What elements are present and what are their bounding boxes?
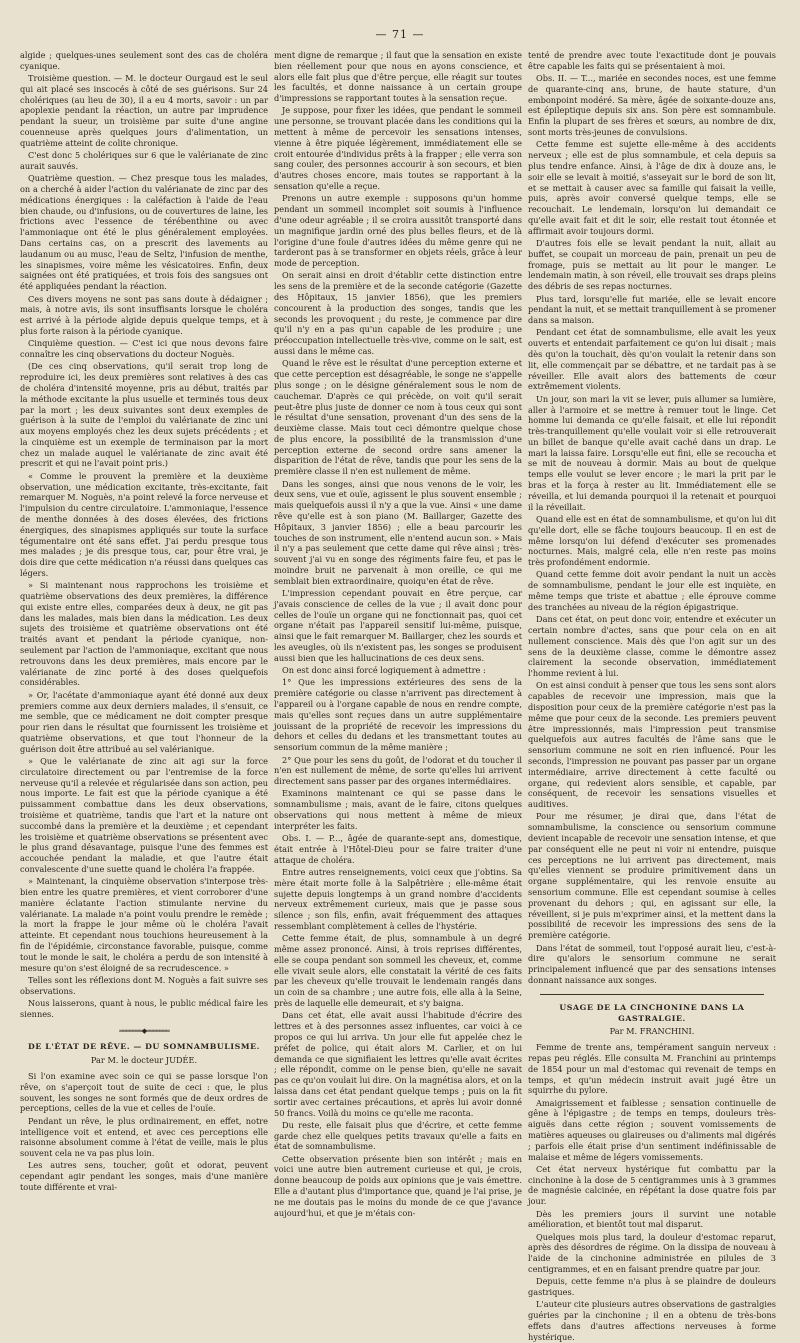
paragraph: Femme de trente ans, tempérament sanguin nerveux : repas peu réglés. Elle consulta M. Franchini au printemps de 1854 pour un mal d'estomac qui revenait de temps en temps, et qu'un médecin instruit avait jugé être un squirrhe du pylore. [528, 1042, 776, 1096]
column-3 [528, 50, 776, 1342]
paragraph: » Maintenant, la cinquième observation s'interpose très-bien entre les quatre premières, et vient corroborer d'une manière éclatante l'action stimulante nervine du valérianate. La malade n'a point voulu prendre le remède ; la mort la frappe le jour même où le choléra l'avait atteinte. Et cependant nous touchions heureusement à la fin de l'épidémie, circonstance favorable, puisque, comme tout le monde le sait, le choléra a perdu de son intensité à mesure qu'on s'est éloigné de sa recrudescence. » [20, 876, 268, 973]
paragraph: Cinquième question. — C'est ici que nous devons faire connaître les cinq observations du docteur Noguès. [20, 338, 268, 360]
paragraph: Un jour, son mari la vit se lever, puis allumer sa lumière, aller à l'armoire et se mettre à remuer tout le linge. Cet homme lui demanda ce qu'elle faisait, et elle lui répondit très-tranquillement qu'elle voulait voir si elle retrouverait un billet de banque qu'elle avait caché dans un drap. Le mari la laissa faire. Lorsqu'elle eut fini, elle se recoucha et se mit de nouveau à dormir. Mais au bout de quelque temps elle voulut se lever encore ; le mari la prit par le bras et la força à rester au lit. Immédiatement elle se réveilla, et lui demanda pourquoi il la retenait et pourquoi il la réveillait. [528, 393, 776, 512]
paragraph: Quatrième question. — Chez presque tous les malades, on a cherché à aider l'action du valérianate de zinc par des médications énergiques : la caléfaction à l'aide de l'eau bien chaude, ou d'infusions, ou de couvertures de laine, les frictions avec l'essence de térébenthine ou avec l'ammoniaque ont été le plus généralement employées. Dans certains cas, on a prescrit des lavements au laudanum ou au musc, l'eau de Seltz, l'infusion de menthe, les sinapismes, voire même les vésicatoires. Enfin, deux saignées ont été pratiquées, et trois fois des sangsues ont été appliquées pendant la réaction. [20, 173, 268, 292]
paragraph: Amaigrissement et faiblesse ; sensation continuelle de gêne à l'épigastre ; de temps en temps, douleurs très-aiguës dans cette région ; souvent vomissements de matières aqueuses ou glaireuses ou d'aliments mal digérés ; parfois elle était prise d'un sentiment indéfinissable de malaise et même de légers vomissements. [528, 1097, 776, 1162]
paragraph: » Or, l'acétate d'ammoniaque ayant été donné aux deux premiers comme aux deux derniers malades, il s'ensuit, ce me semble, que ce médicament ne doit compter presque pour rien dans le résultat que fournissent les troisième et quatrième observations, et que tout l'honneur de la guérison doit être attribué au sel valérianique. [20, 689, 268, 754]
paragraph: Pour me résumer, je dirai que, dans l'état de somnambulisme, la conscience ou sensorium commune devient incapable de recevoir une sensation intense, et que par conséquent elle ne peut ni voir ni entendre, puisque ces perceptions ne lui arrivent pas directement, mais qu'elles viennent se produire primitivement dans un organe supplémentaire, qui les renvoie ensuite au sensorium commune. Elle est cependant soumise à celles provenant du dehors ; qui, en agissant sur elle, la réveillent, si je puis m'exprimer ainsi, et la mettent dans la possibilité de recevoir les impressions des sens de la première catégorie. [528, 811, 776, 941]
paragraph: Cette femme est sujette elle-même à des accidents nerveux ; elle est de plus somnambule, et cela depuis sa plus tendre enfance. Ainsi, à l'âge de dix à douze ans, le soir elle se levait à moitié, s'asseyait sur le bord de son lit, et se mettait à causer avec sa famille qui faisait la veille, puis, après avoir conversé quelque temps, elle se recouchait. Le lendemain, lorsqu'on lui demandait ce qu'elle avait fait et dit le soir, elle restait tout étonnée et affirmait avoir toujours dormi. [528, 139, 776, 236]
paragraph: Plus tard, lorsqu'elle fut mariée, elle se levait encore pendant la nuit, et se mettait tranquillement à se promener dans sa maison. [528, 293, 776, 326]
separator-ornament: ═══════◆═══════ [119, 1026, 169, 1035]
paragraph: Ces divers moyens ne sont pas sans doute à dédaigner ; mais, à notre avis, ils sont insuffisants lorsque le choléra est arrivé à la période algide depuis quelque temps, et à plus forte raison à la période cyanique. [20, 293, 268, 336]
paragraph: Dans les songes, ainsi que nous venons de le voir, les deux sens, vue et ouïe, agissent le plus souvent ensemble ; mais quelquefois aussi il n'y a que la vue. Ainsi « une dame rêve qu'elle est à son piano (M. Baillarger, Gazette des Hôpitaux, 3 janvier 1856) ; elle a beau parcourir les touches de son instrument, elle n'entend aucun son. » Mais il n'y a pas seulement que cette dame qui rêve ainsi ; très-souvent j'ai vu en songe des régiments faire feu, et pas le moindre bruit ne parvenait à mon oreille, ce qui me semblait bien extraordinaire, quoiqu'en état de rêve. [274, 478, 522, 586]
paragraph: Quand cette femme doit avoir pendant la nuit un accès de somnambulisme, pendant le jour elle est inquiète, en même temps que triste et abattue ; elle éprouve comme des tranchées au niveau de la région épigastrique. [528, 569, 776, 612]
section-title-cinchonine: USAGE DE LA CINCHONINE DANS LA GASTRALGIE. [559, 1002, 745, 1023]
paragraph: Quand elle est en état de somnambulisme, et qu'on lui dit qu'elle dort, elle se fâche toujours beaucoup. Il en est de même lorsqu'on lui défend d'exécuter ses promenades nocturnes. Mais, malgré cela, elle n'en reste pas moins très profondément endormie. [528, 513, 776, 568]
paragraph: C'est donc 5 cholériques sur 6 que le valérianate de zinc aurait sauvés. [20, 150, 268, 171]
paragraph: L'impression cependant pouvait en être perçue, car j'avais conscience de celles de la vue ; il avait donc pour celles de l'ouïe un organe qui ne fonctionnait pas, quoi cet organe n'était pas l'appareil sensitif lui-même, puisque, ainsi que le fait remarquer M. Baillarger, chez les sourds et les aveugles, où ils n'existent pas, les songes se produisent aussi bien que les hallucinations de ces deux sens. [274, 588, 522, 663]
paragraph: Je suppose, pour fixer les idées, que pendant le sommeil une personne, se trouvant placée dans les conditions qui la mettent à même de percevoir les sensations intenses, vienne à être piquée légèrement, immédiatement elle se croit entourée d'individus prêts à la frapper ; elle verra son sang couler, des personnes accourir à son secours, et bien d'autres choses encore, mais toutes se rapportant à la sensation qu'elle a reçue. [274, 105, 522, 192]
column-1 [20, 50, 268, 1192]
paragraph: Cet état nerveux hystérique fut combattu par la cinchonine à la dose de 5 centigrammes unis à 3 grammes de magnésie calcinée, en répétant la dose quatre fois par jour. [528, 1163, 776, 1207]
paragraph: Nous laisserons, quant à nous, le public médical faire les siennes. [20, 998, 268, 1019]
paragraph: Dans cet état, elle avait aussi l'habitude d'écrire des lettres et à des personnes assez influentes, car voici à ce propos ce qui lui arriva. Un jour elle fut appelée chez le préfet de police, qui était alors M. Carlier, et on lui demanda ce que signifiaient les lettres qu'elle avait écrites ; elle répondit, comme on le pense bien, qu'elle ne savait pas ce qu'on voulait lui dire. On la magnétisa alors, et on la laissa dans cet état pendant quelque temps ; puis on la fit sortir avec certaines précautions, et après lui avoir donné 50 francs. Voilà du moins ce qu'elle me raconta. [274, 1010, 522, 1118]
paragraph: Les autres sens, toucher, goût et odorat, peuvent cependant agir pendant les songes, mais d'une manière toute différente et vrai- [20, 1160, 268, 1192]
paragraph: Obs. II. — T..., mariée en secondes noces, est une femme de quarante-cinq ans, brune, de haute stature, d'un embonpoint modéré. Sa mère, âgée de soixante-douze ans, est épileptique depuis six ans. Son père est somnambule. Enfin la plupart de ses frères et sœurs, au nombre de dix, sont morts très-jeunes de convulsions. [528, 73, 776, 138]
column-1-section2-body [20, 1071, 268, 1193]
column-1-body [20, 50, 268, 1020]
paragraph: Examinons maintenant ce qui se passe dans le somnambulisme ; mais, avant de le faire, citons quelques observations qui nous mettent à même de mieux interpréter les faits. [274, 788, 522, 831]
paragraph: « Comme le prouvent la première et la deuxième observation, une médication excitante, très-excitante, fait remarquer M. Noguès, n'a point relevé la force nerveuse et l'impulsion du centre circulatoire. L'ammoniaque, l'essence de menthe données à des doses élevées, des frictions énergiques, des sinapismes appliqués sur toute la surface tégumentaire ont été sans effet. J'ai perdu presque tous mes malades ; je dis presque tous, car, pour être vrai, je dois dire que cette médication n'a réussi dans quelques cas légers. [20, 470, 268, 578]
paragraph: Pendant cet état de somnambulisme, elle avait les yeux ouverts et entendait parfaitement ce qu'on lui disait ; mais dès qu'on la touchait, dès qu'on voulait la retenir dans son lit, elle commençait par se débattre, et ne tardait pas à se réveiller. Elle avait alors des battements de cœur extrêmement violents. [528, 327, 776, 392]
paragraph: On serait ainsi en droit d'établir cette distinction entre les sens de la première et de la seconde catégorie (Gazette des Hôpitaux, 15 janvier 1856), que les premiers concourent à la production des songes, tandis que les seconds les provoquent ; du reste, je commence par dire qu'il n'y en a pas qu'un capable de les produire ; une préoccupation intellectuelle très-vive, comme on le sait, est aussi dans le même cas. [274, 270, 522, 357]
paragraph: Depuis, cette femme n'a plus à se plaindre de douleurs gastriques. [528, 1276, 776, 1298]
paragraph: Troisième question. — M. le docteur Ourgaud est le seul qui ait placé ses inscocés à côté de ses guérisons. Sur 24 cholériques (au lieu de 30), il a eu 4 morts, savoir : un par apoplexie pendant la réaction, un autre par imprudence pendant la sueur, un troisième par suite d'une angine couenneuse après quelques jours d'alimentation, un quatrième atteint de colite chronique. [20, 73, 268, 148]
column-2-body [274, 50, 522, 1218]
paragraph: On est donc ainsi forcé logiquement à admettre : [282, 665, 486, 676]
paragraph: Obs. I. — P..., âgée de quarante-sept ans, domestique, était entrée à l'Hôtel-Dieu pour se faire traiter d'une attaque de choléra. [274, 833, 522, 865]
paragraph: Entre autres renseignements, voici ceux que j'obtins. Sa mère était morte folle à la Salpêtrière ; elle-même était sujette depuis longtemps à un grand nombre d'accidents nerveux extrêmement curieux, mais que je passe sous silence ; son fils, enfin, avait fréquemment des attaques ressemblant complètement à celles de l'hystérie. [274, 866, 522, 931]
paragraph: algide ; quelques-unes seulement sont des cas de choléra cyanique. [20, 50, 268, 71]
column-3-body [528, 50, 776, 986]
paragraph: Prenons un autre exemple : supposons qu'un homme pendant un sommeil incomplet soit soumis à l'influence d'une odeur agréable ; il se croira aussitôt transporté dans un magnifique jardin orné des plus belles fleurs, et de là l'origine d'une foule d'autres idées du même genre qui ne tarderont pas à se transformer en objets réels, grâce à leur mode de perception. [274, 193, 522, 269]
paragraph: Dans l'état de sommeil, tout l'opposé aurait lieu, c'est-à-dire qu'alors le sensorium commune ne serait principalement influencé que par des sensations intenses donnant naissance aux songes. [528, 942, 776, 985]
section-author-franchini: Par M. FRANCHINI. [609, 1026, 695, 1037]
paragraph: » Si maintenant nous rapprochons les troisième et quatrième observations des deux premières, la différence qui existe entre elles, comparées deux à deux, ne git pas dans les malades, mais bien dans la médication. Les deux sujets des troisième et quatrième observations ont été traités avant et pendant la période cyanique, non-seulement par l'action de l'ammoniaque, excitant que nous retrouvons dans les deux premières, mais encore par le valérianate de zinc porté à des doses quelquefois considérables. [20, 580, 268, 688]
paragraph: L'auteur cite plusieurs autres observations de gastralgies guéries par la cinchonine ; il en a obtenu de très-bons effets dans d'autres affections nerveuses à forme hystérique. [528, 1299, 776, 1342]
section-rule [540, 994, 764, 995]
paragraph: On est ainsi conduit à penser que tous les sens sont alors capables de recevoir une impression, mais que la disposition pour ceux de la première catégorie n'est pas la même que pour ceux de la seconde. Les premiers peuvent être impressionnés, mais l'impression peut transmise quelquefois aux autres facultés de l'âme sans que le sensorium commune ne soit en rien influencé. Pour les seconds, l'impression ne pouvant pas passer par un organe intermédiaire, arrive directement à cette faculté ou organe, qui redevient alors sensible, et capable, par conséquent, de recevoir les sensations visuelles et auditives. [528, 680, 776, 810]
paragraph: Du reste, elle faisait plus que d'écrire, et cette femme garde chez elle quelques petits travaux qu'elle a faits en état de somnambulisme. [274, 1119, 522, 1152]
paragraph: Dans cet état, on peut donc voir, entendre et exécuter un certain nombre d'actes, sans que pour cela on en ait nullement conscience. Mais dès que l'on agit sur un des sens de la deuxième classe, comme le démontre assez clairement la seconde observation, immédiatement l'homme revient à lui. [528, 614, 776, 679]
page-number: — 71 — [375, 28, 425, 41]
paragraph: Pendant un rêve, le plus ordinairement, en effet, notre intelligence voit et entend, et avec ces perceptions elle raisonne absolument comme à l'état de veille, mais le plus souvent cela ne va pas plus loin. [20, 1115, 268, 1159]
paragraph: (De ces cinq observations, qu'il serait trop long de reproduire ici, les deux premières sont relatives à des cas de choléra d'intensité moyenne, pris au début, traités par la méthode excitante la plus usuelle et terminés tous deux par la mort ; les deux suivantes sont deux exemples de guérison à la suite de l'emploi du valérianate de zinc uni aux moyens employés chez les deux sujets précédents ; et la cinquième est un exemple de terminaison par la mort chez un malade auquel le valérianate de zinc avait été prescrit et qui ne l'avait point pris.) [20, 361, 268, 469]
paragraph: 2° Que pour les sens du goût, de l'odorat et du toucher il n'en est nullement de même, de sorte qu'elles lui arrivent directement sans passer par des organes intermédiaires. [274, 754, 522, 787]
paragraph: Cette femme était, de plus, somnambule à un degré même assez prononcé. Ainsi, à trois reprises différentes, elle se coupa pendant son sommeil les cheveux, et, comme elle vivait seule alors, elle constatait la vérité de ces faits par les cheveux qu'elle trouvait le lendemain rangés dans un coin de sa chambre ; une autre fois, elle alla à la Seine, près de laquelle elle demeurait, et s'y baigna. [274, 933, 522, 1009]
paragraph: Quelques mois plus tard, la douleur d'estomac reparut, après des désordres de régime. On la dissipa de nouveau à l'aide de la cinchonine administrée en pilules de 3 centigrammes, et en en faisant prendre quatre par jour. [528, 1231, 776, 1275]
paragraph: tenté de prendre avec toute l'exactitude dont je pouvais être capable les faits qui se présentaient à moi. [528, 50, 776, 71]
paragraph: Si l'on examine avec soin ce qui se passe lorsque l'on rêve, on s'aperçoit tout de suite de ceci : que, le plus souvent, les songes ne sont formés que de deux ordres de perceptions, celles de la vue et celles de l'ouïe. [20, 1071, 268, 1114]
paragraph: Dès les premiers jours il survint une notable amélioration, et bientôt tout mal disparut. [528, 1208, 776, 1230]
paragraph: 1° Que les impressions extérieures des sens de la première catégorie ou classe n'arrivent pas directement à l'appareil ou à l'organe capable de nous en rendre compte, mais qu'elles sont reçues dans un autre supplémentaire jouissant de la propriété de recevoir les impressions du dehors et celles du dedans et les transmettant toutes au sensorium commun de la même manière ; [274, 677, 522, 753]
paragraph: D'autres fois elle se levait pendant la nuit, allait au buffet, se coupait un morceau de pain, prenait un peu de fromage, puis se mettait au lit pour le manger. Le lendemain matin, à son réveil, elle trouvait ses draps pleins des débris de ses repas nocturnes. [528, 238, 776, 292]
paragraph: » Que le valérianate de zinc ait agi sur la force circulatoire directement ou par l'entremise de la force nerveuse qu'il a relevée et régularisée dans son action, peu nous importe. Le fait est que la période cyanique a été puissamment combattue dans les deux observations, troisième et quatrième, tandis que l'art et la nature ont succombé dans la première et la deuxième ; et cependant les troisième et quatrième observations se présentent avec le plus grand désavantage, puisque l'une des femmes est accouchée pendant la maladie, et que l'autre était convalescente d'une suette quand le choléra l'a frappée. [20, 756, 268, 874]
section-title-reve: DE L'ÉTAT DE RÊVE. — DU SOMNAMBULISME. [28, 1042, 260, 1052]
paragraph: Cette observation présente bien son intérêt ; mais en voici une autre bien autrement curieuse et qui, je crois, donne beaucoup de poids aux opinions que je vais émettre. Elle a d'autant plus d'importance que, quand je l'ai prise, je ne me doutais pas le moins du monde de ce que j'avance aujourd'hui, et que je m'étais con- [274, 1153, 522, 1218]
section-author-judee: Par M. le docteur JUDÉE. [90, 1055, 198, 1066]
column-3-section2-body [528, 1042, 776, 1343]
paragraph: Quand le rêve est le résultat d'une perception externe et que cette perception est désagréable, le songe ne s'appelle plus songe ; on le désigne généralement sous le nom de cauchemar. D'après ce qui précède, on voit qu'il serait peut-être plus juste de donner ce nom à tous ceux qui sont le résultat d'une sensation, provenant d'un des sens de la deuxième classe. Mais tout ceci démontre quelque chose de plus encore, la possibilité de la transmission d'une perception externe de second ordre sans amener la disparition de l'état de rêve, tandis que pour les sens de la première classe il n'en est nullement de même. [274, 358, 522, 477]
paragraph: ment digne de remarque ; il faut que la sensation en existe bien réellement pour que nous en ayons conscience, et alors elle fait plus que d'être perçue, elle réagit sur toutes les facultés, et donne naissance à un certain groupe d'impressions se rapportant toutes à la sensation reçue. [274, 50, 522, 104]
paragraph: Telles sont les réflexions dont M. Noguès a fait suivre ses observations. [20, 974, 268, 996]
column-2 [274, 50, 522, 1218]
